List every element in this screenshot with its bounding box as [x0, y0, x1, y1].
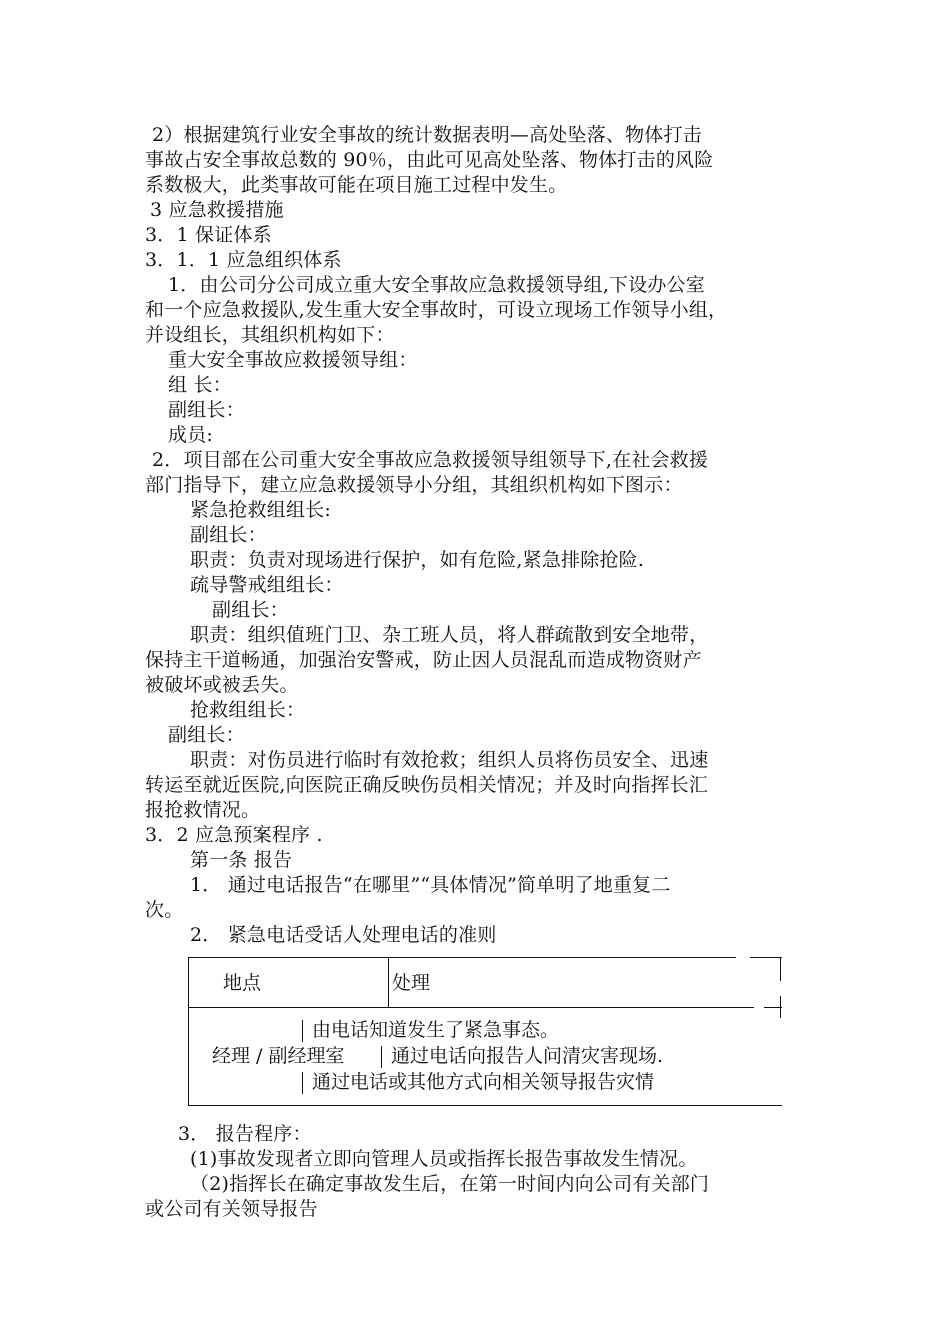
table-border-top [188, 957, 736, 958]
paragraph-line: 事故占安全事故总数的 90％，由此可见高处坠落、物体打击的风险 [145, 149, 714, 171]
paragraph-line: 2．项目部在公司重大安全事故应急救援领导组领导下,在社会救援 [152, 449, 709, 471]
section-heading: 3 应急救援措施 [150, 199, 284, 221]
org-role: 副组长： [190, 524, 267, 546]
table-header-location: 地点 [223, 972, 262, 994]
table-cell-action: 通过电话或其他方式向相关领导报告灾情 [312, 1071, 655, 1093]
table-divider-row [302, 1020, 303, 1042]
org-role: 副组长： [168, 724, 245, 746]
paragraph-line: 系数极大，此类事故可能在项目施工过程中发生。 [145, 174, 568, 196]
paragraph-line: 部门指导下，建立应急救援领导小分组，其组织机构如下图示： [145, 474, 683, 496]
table-border-right-top [780, 957, 781, 981]
paragraph-line: 和一个应急救援队,发生重大安全事故时，可设立现场工作领导小组， [145, 299, 728, 321]
article-heading: 第一条 报告 [190, 849, 293, 871]
org-role: 成员: [168, 424, 214, 446]
table-border-mid [188, 1007, 754, 1008]
duty-line: 被破坏或被丢失。 [145, 674, 299, 696]
duty-line: 职责：组织值班门卫、杂工班人员，将人群疏散到安全地带， [190, 624, 709, 646]
paragraph-line: 1．由公司分公司成立重大安全事故应急救援领导组,下设办公室 [168, 274, 705, 296]
paragraph-line: 并设组长，其组织机构如下： [145, 324, 395, 346]
table-border-right-mid [780, 996, 781, 1018]
table-divider-header [388, 957, 389, 1007]
org-role: 紧急抢救组组长: [190, 499, 332, 521]
paragraph-line: 次。 [145, 899, 184, 921]
paragraph-line: (1)事故发现者立即向管理人员或指挥长报告事故发生情况。 [190, 1148, 698, 1170]
org-role: 疏导警戒组组长： [190, 574, 344, 596]
paragraph-line: 3． 报告程序： [178, 1123, 312, 1145]
org-heading: 重大安全事故应救援领导组： [168, 349, 418, 371]
duty-line: 报抢救情况。 [145, 799, 261, 821]
table-cell-action: 由电话知道发生了紧急事态。 [312, 1019, 560, 1041]
paragraph-line: （2)指挥长在确定事故发生后，在第一时间内向公司有关部门 [190, 1173, 710, 1195]
paragraph-line: 2）根据建筑行业安全事故的统计数据表明—高处坠落、物体打击 [152, 124, 702, 146]
section-heading: 3．1．1 应急组织体系 [145, 249, 342, 271]
paragraph-line: 2． 紧急电话受话人处理电话的准则 [190, 924, 497, 946]
table-border-bottom [188, 1105, 782, 1106]
table-cell-action: 通过电话向报告人问清灾害现场. [391, 1045, 664, 1067]
org-role: 抢救组组长： [190, 699, 306, 721]
table-border-left [188, 957, 189, 1105]
section-heading: 3．1 保证体系 [145, 224, 272, 246]
duty-line: 职责：负责对现场进行保护，如有危险,紧急排除抢险. [190, 549, 645, 571]
paragraph-line: 或公司有关领导报告 [145, 1198, 318, 1220]
table-border-top-right [750, 957, 782, 958]
org-role: 组 长： [168, 374, 232, 396]
table-divider-row [302, 1072, 303, 1094]
duty-line: 保持主干道畅通，加强治安警戒，防止因人员混乱而造成物资财产 [145, 649, 702, 671]
section-heading: 3．2 应急预案程序 . [145, 824, 323, 846]
org-role: 副组长： [168, 399, 245, 421]
table-divider-row [381, 1046, 382, 1068]
duty-line: 职责：对伤员进行临时有效抢救；组织人员将伤员安全、迅速 [190, 749, 709, 771]
paragraph-line: 1． 通过电话报告“在哪里”“具体情况”简单明了地重复二 [190, 874, 671, 896]
phone-handling-table [188, 952, 782, 1110]
org-role: 副组长： [212, 599, 289, 621]
duty-line: 转运至就近医院,向医院正确反映伤员相关情况；并及时向指挥长汇 [145, 774, 709, 796]
table-cell-location: 经理 / 副经理室 [212, 1045, 345, 1067]
table-header-action: 处理 [392, 972, 431, 994]
